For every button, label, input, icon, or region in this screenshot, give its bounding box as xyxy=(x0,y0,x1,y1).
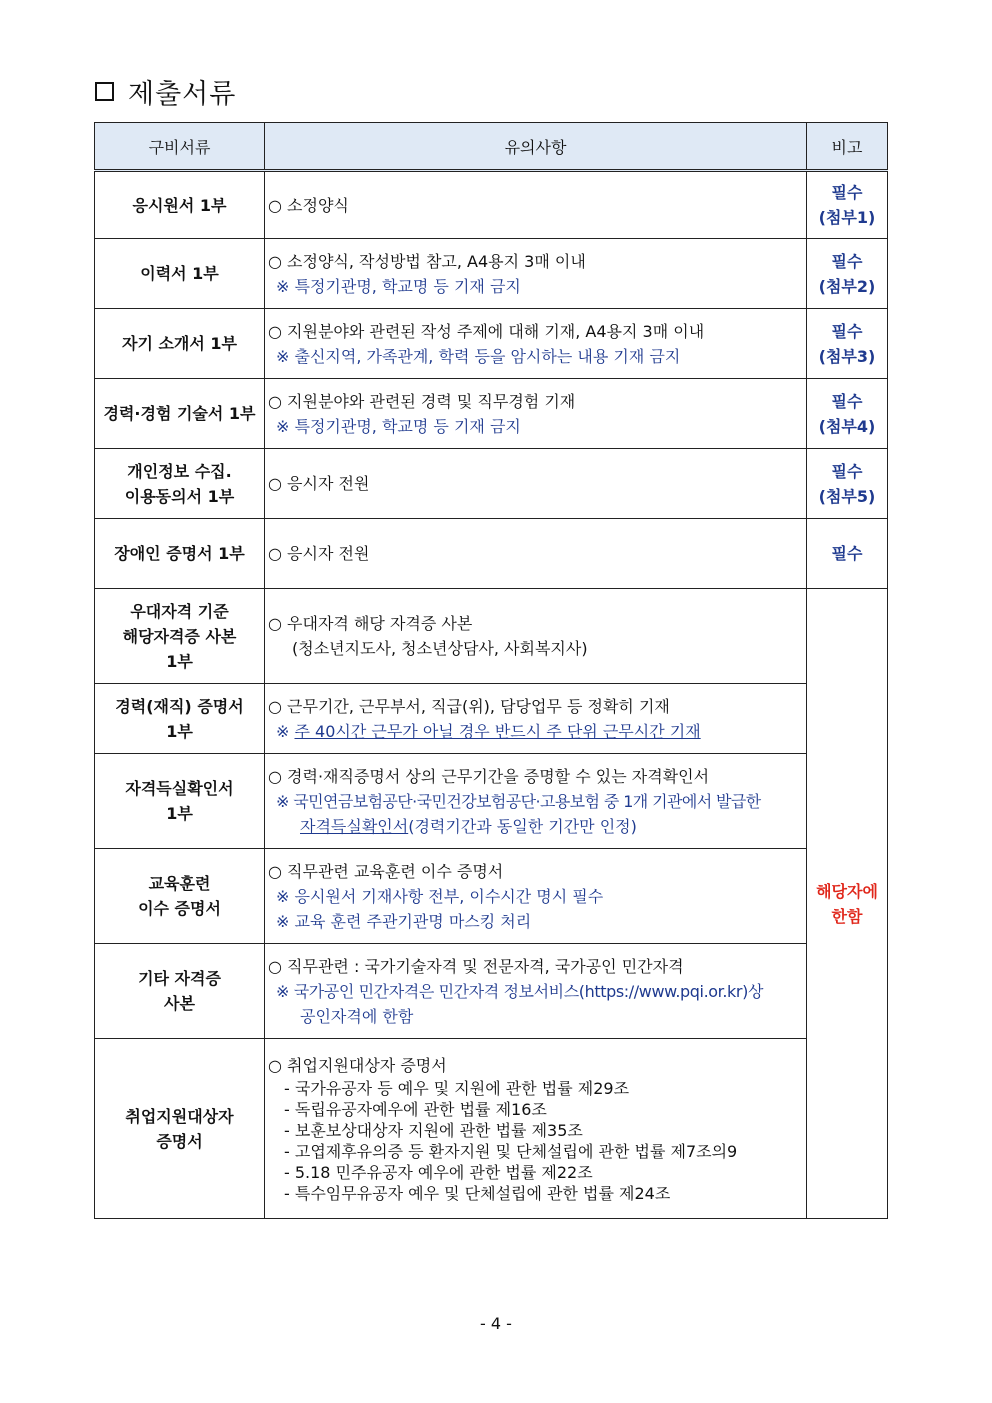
caution-mark: ※ xyxy=(276,721,295,741)
remark-required: 필수 xyxy=(831,544,863,563)
doc-name: 이력서 1부 xyxy=(95,239,265,309)
remark-required: 필수 xyxy=(831,461,863,481)
table-row xyxy=(95,449,888,519)
law-item: - 보훈보상대상자 지원에 관한 법률 제35조 xyxy=(284,1121,583,1140)
section-heading xyxy=(95,72,236,111)
note-line: ○ 경력·재직증명서 상의 근무기간을 증명할 수 있는 자격확인서 xyxy=(268,766,710,786)
doc-name: 경력·경험 기술서 1부 xyxy=(95,379,265,449)
note-caution-rest: (경력기간과 동일한 기간만 인정) xyxy=(408,816,637,836)
note-caution: ※ 특정기관명, 학교명 등 기재 금지 xyxy=(276,276,521,296)
note-line: ○ 취업지원대상자 증명서 xyxy=(268,1056,447,1075)
doc-name: 자기 소개서 1부 xyxy=(95,309,265,379)
doc-name: 취업지원대상자 xyxy=(125,1106,234,1126)
doc-name: 이수 증명서 xyxy=(138,899,221,918)
law-item: - 5.18 민주유공자 예우에 관한 법률 제22조 xyxy=(284,1163,593,1182)
note-caution: ※ 특정기관명, 학교명 등 기재 금지 xyxy=(276,416,521,436)
doc-name: 응시원서 1부 xyxy=(95,171,265,239)
note-caution: ※ 국가공인 민간자격은 민간자격 정보서비스(https://www.pqi.or.kr)상 xyxy=(276,981,763,1001)
law-item: - 국가유공자 등 예우 및 지원에 관한 법률 제29조 xyxy=(284,1079,630,1098)
note-line: ○ 소정양식 xyxy=(268,195,349,215)
note-line: ○ 소정양식, 작성방법 참고, A4용지 3매 이내 xyxy=(268,251,586,271)
note-caution: ※ 교육 훈련 주관기관명 마스킹 처리 xyxy=(276,911,532,931)
doc-name: 증명서 xyxy=(156,1131,203,1151)
note-sub: (청소년지도사, 청소년상담사, 사회복지사) xyxy=(292,639,588,658)
table-row xyxy=(95,1039,888,1219)
note-caution: ※ 응시원서 기재사항 전부, 이수시간 명시 필수 xyxy=(276,886,604,906)
law-item: - 특수임무유공자 예우 및 단체설립에 관한 법률 제24조 xyxy=(284,1184,671,1203)
note-line: ○ 지원분야와 관련된 작성 주제에 대해 기재, A4용지 3매 이내 xyxy=(268,321,705,341)
doc-name: 교육훈련 xyxy=(148,874,211,893)
doc-name: 장애인 증명서 1부 xyxy=(95,519,265,589)
remark-required: 필수 xyxy=(831,391,863,411)
note-line: ○ 응시자 전원 xyxy=(268,474,370,493)
doc-name: 우대자격 기준 xyxy=(130,601,229,621)
header-remark: 비고 xyxy=(807,123,888,171)
header-doc: 구비서류 xyxy=(95,123,265,171)
note-line: ○ 직무관련 : 국가기술자격 및 전문자격, 국가공인 민간자격 xyxy=(268,956,684,976)
doc-name: 사본 xyxy=(164,994,195,1013)
remark-attachment: (첨부2) xyxy=(818,276,876,296)
page-number: - 4 - xyxy=(480,1314,512,1333)
checkbox-square-icon xyxy=(95,82,114,101)
doc-name: 자격득실확인서 xyxy=(125,779,234,798)
table-row xyxy=(95,239,888,309)
table-row xyxy=(95,519,888,589)
remark-attachment: (첨부5) xyxy=(818,486,876,506)
table-row xyxy=(95,309,888,379)
note-line: ○ 근무기간, 근무부서, 직급(위), 담당업무 등 정확히 기재 xyxy=(268,696,670,716)
table-row xyxy=(95,589,888,684)
law-item: - 독립유공자예우에 관한 법률 제16조 xyxy=(284,1100,547,1119)
doc-name: 1부 xyxy=(166,804,193,823)
remark-attachment: (첨부3) xyxy=(818,346,876,366)
doc-name: 1부 xyxy=(166,721,193,741)
table-row xyxy=(95,379,888,449)
documents-table xyxy=(94,122,888,1219)
table-row xyxy=(95,171,888,239)
doc-name: 개인정보 수집. xyxy=(127,461,232,481)
table-header-row xyxy=(95,123,888,171)
doc-name: 경력(재직) 증명서 xyxy=(115,696,244,716)
note-line: ○ 지원분야와 관련된 경력 및 직무경험 기재 xyxy=(268,391,576,411)
note-caution: 주 40시간 근무가 아닐 경우 반드시 주 단위 근무시간 기재 xyxy=(294,721,701,741)
header-note: 유의사항 xyxy=(265,123,807,171)
remark-attachment: (첨부1) xyxy=(818,208,876,227)
doc-name: 기타 자격증 xyxy=(138,969,221,988)
remark-required: 필수 xyxy=(831,321,863,341)
table-row xyxy=(95,754,888,849)
note-line: ○ 응시자 전원 xyxy=(268,544,370,563)
section-title: 제출서류 xyxy=(128,79,237,110)
table-row xyxy=(95,944,888,1039)
note-line: ○ 직무관련 교육훈련 이수 증명서 xyxy=(268,861,504,881)
law-item: - 고엽제후유의증 등 환자지원 및 단체설립에 관한 법률 제7조의9 xyxy=(284,1142,738,1161)
doc-name: 해당자격증 사본 xyxy=(122,626,237,646)
remark-applicable: 해당자에 xyxy=(816,881,878,901)
doc-name: 이용동의서 1부 xyxy=(124,486,235,506)
note-caution: 공인자격에 한함 xyxy=(300,1006,414,1026)
remark-attachment: (첨부4) xyxy=(818,416,876,436)
table-row xyxy=(95,849,888,944)
doc-name: 1부 xyxy=(166,651,193,671)
note-caution: ※ 출신지역, 가족관계, 학력 등을 암시하는 내용 기재 금지 xyxy=(276,346,681,366)
note-caution-underlined: 자격득실확인서 xyxy=(300,816,409,836)
remark-applicable: 한함 xyxy=(831,906,863,926)
table-row xyxy=(95,684,888,754)
note-line: ○ 우대자격 해당 자격증 사본 xyxy=(268,614,473,633)
note-caution: ※ 국민연금보험공단·국민건강보험공단·고용보험 중 1개 기관에서 발급한 xyxy=(276,791,761,811)
remark-required: 필수 xyxy=(831,251,863,271)
remark-required: 필수 xyxy=(831,183,863,202)
